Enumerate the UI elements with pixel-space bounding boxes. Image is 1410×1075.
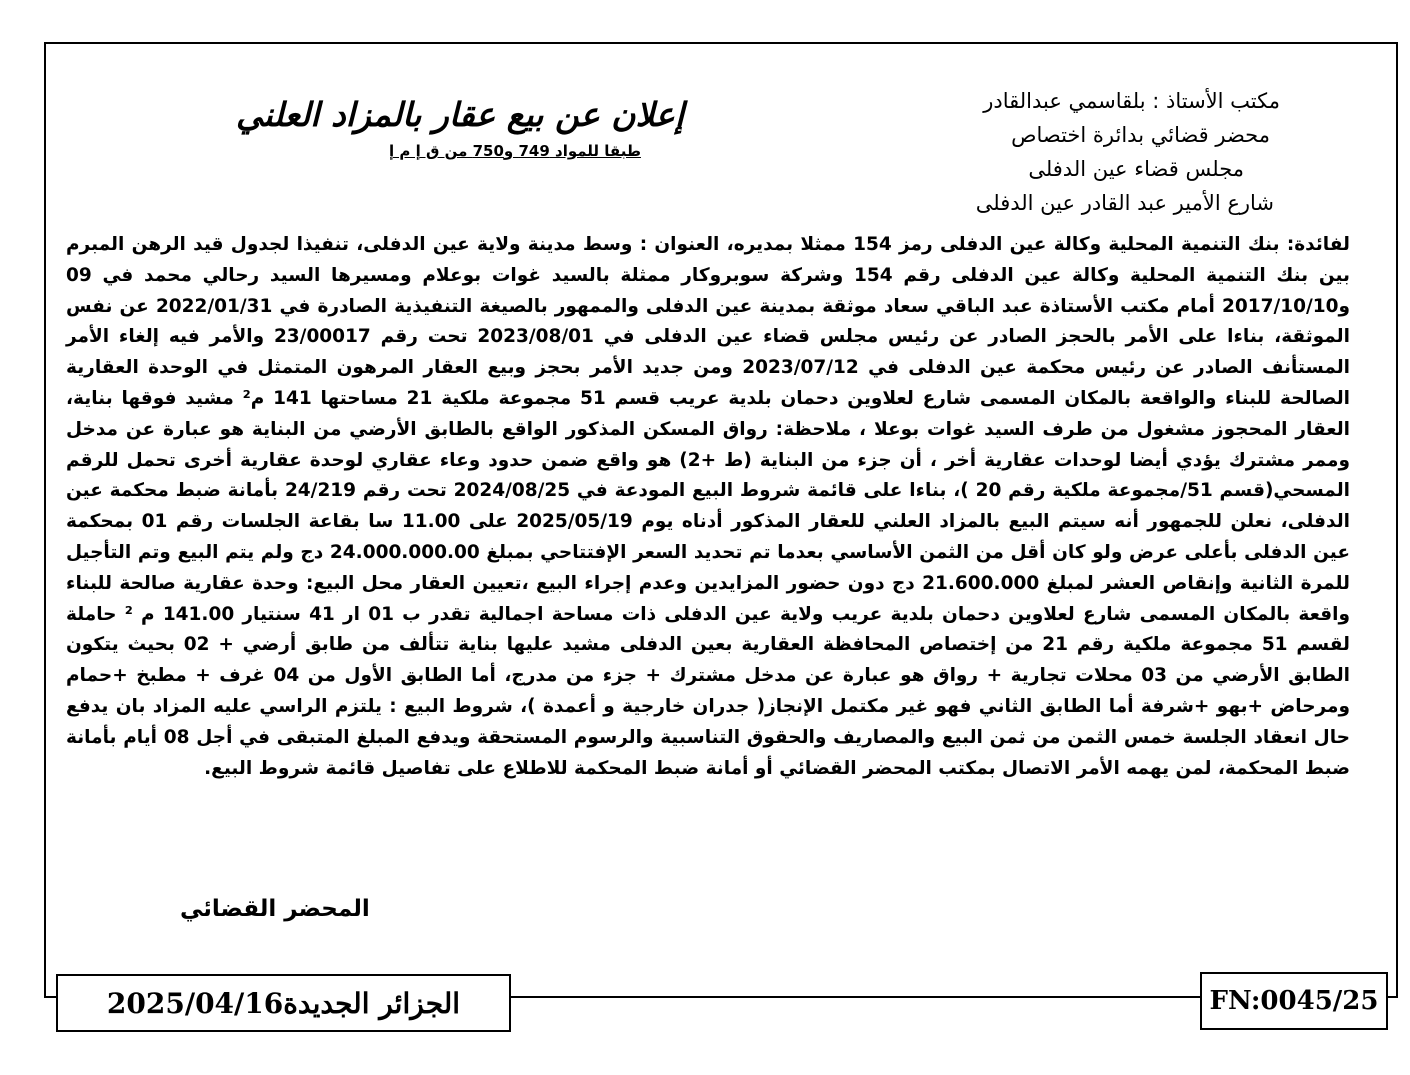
signature: المحضر القضائي: [180, 896, 370, 922]
notice-body: لفائدة: بنك التنمية المحلية وكالة عين الدفلى رمز 154 ممثلا بمديره، العنوان : وسط مدينة ولاية عين الدفلى، تنفيذا لجدول قيد الرهن المبرم بين بنك التنمية المحلية وكالة عين الدفلى رقم 154 وشركة سوبروكار ممثلة بالسيد غوات بوعلام ومسيرها السيد رحالي محمد في 09 و2017/10/10 أمام مكتب الأستاذة عبد الباقي سعاد موثقة بمدينة عين الدفلى والممهور بالصيغة التنفيذية الصادرة في 2022/01/31 عن نفس الموثقة، بناءا على الأمر بالحجز الصادر عن رئيس مجلس قضاء عين الدفلى في 2023/08/01 تحت رقم 23/00017 والأمر فيه إلغاء الأمر المستأنف الصادر عن رئيس محكمة عين الدفلى في 2023/07/12 ومن جديد الأمر بحجز وبيع العقار المرهون المتمثل في الوحدة العقارية الصالحة للبناء والواقعة بالمكان المسمى شارع لعلاوين دحمان بلدية عريب قسم 51 مجموعة ملكية 21 مساحتها 141 م² مشيد فوقها بناية، العقار المحجوز مشغول من طرف السيد غوات بوعلا ، ملاحظة: رواق المسكن المذكور الواقع بالطابق الأرضي من البناية هو عبارة عن مدخل وممر مشترك يؤدي أيضا لوحدات عقارية أخر ، أن جزء من البناية (ط +2) هو واقع ضمن حدود وعاء عقاري لوحدة عقارية أخرى تحمل للرقم المسحي(قسم 51/مجموعة ملكية رقم 20 )، بناءا على قائمة شروط البيع المودعة في 2024/08/25 تحت رقم 24/219 بأمانة ضبط محكمة عين الدفلى، نعلن للجمهور أنه سيتم البيع بالمزاد العلني للعقار المذكور أدناه يوم 2025/05/19 على 11.00 سا بقاعة الجلسات رقم 01 بمحكمة عين الدفلى بأعلى عرض ولو كان أقل من الثمن الأساسي بعدما تم تحديد السعر الإفتتاحي بمبلغ 24.000.000.00 دج ولم يتم البيع وتم التأجيل للمرة الثانية وإنقاص العشر لمبلغ 21.600.000 دج دون حضور المزايدين وعدم إجراء البيع ،تعيين العقار محل البيع: وحدة عقارية صالحة للبناء واقعة بالمكان المسمى شارع لعلاوين دحمان بلدية عريب ولاية عين الدفلى ذات مساحة اجمالية تقدر ب 01 ار 41 سنتيار 141.00 م ² حاملة لقسم 51 مجموعة ملكية رقم 21 من إختصاص المحافظة العقارية بعين الدفلى مشيد عليها بناية تتألف من طابق أرضي + 02 بحيث يتكون الطابق الأرضي من 03 محلات تجارية + رواق هو عبارة عن مدخل مشترك + جزء من مدرج، أما الطابق الأول من 04 غرف + مطبخ +حمام ومرحاض +بهو +شرفة أما الطابق الثاني فهو غير مكتمل الإنجاز( جدران خارجية و أعمدة )، شروط البيع : يلتزم الراسي عليه المزاد بان يدفع حال انعقاد الجلسة خمس الثمن من ثمن البيع والمصاريف والحقوق التناسبية والرسوم المستحقة ويدفع المبلغ المتبقى في أجل 08 أيام بأمانة ضبط المحكمة، لمن يهمه الأمر الاتصال بمكتب المحضر القضائي أو أمانة ضبط المحكمة للاطلاع على تفاصيل قائمة شروط البيع.: [66, 234, 1351, 779]
file-number: FN:0045/25: [1209, 986, 1379, 1016]
office-jurisdiction: مجلس قضاء عين الدفلى: [1028, 157, 1244, 181]
office-address: شارع الأمير عبد القادر عين الدفلى: [975, 191, 1274, 215]
notice-heading: [190, 92, 730, 160]
notice-subtitle: طبقا للمواد 749 و750 من ق إ م إ: [389, 142, 641, 160]
newspaper-date-box: [56, 974, 511, 1032]
frame-bottom-border: [511, 996, 1201, 998]
file-number-box: [1200, 972, 1388, 1030]
frame-bottom-border: [44, 996, 56, 998]
office-role: محضر قضائي بدائرة اختصاص: [1011, 123, 1270, 147]
office-name: مكتب الأستاذ : بلقاسمي عبدالقادر: [983, 89, 1280, 113]
frame-bottom-border: [1387, 996, 1398, 998]
notice-title: إعلان عن بيع عقار بالمزاد العلني: [235, 95, 685, 134]
office-header: [860, 84, 1280, 220]
newspaper-date: الجزائر الجديدة2025/04/16: [106, 986, 461, 1020]
